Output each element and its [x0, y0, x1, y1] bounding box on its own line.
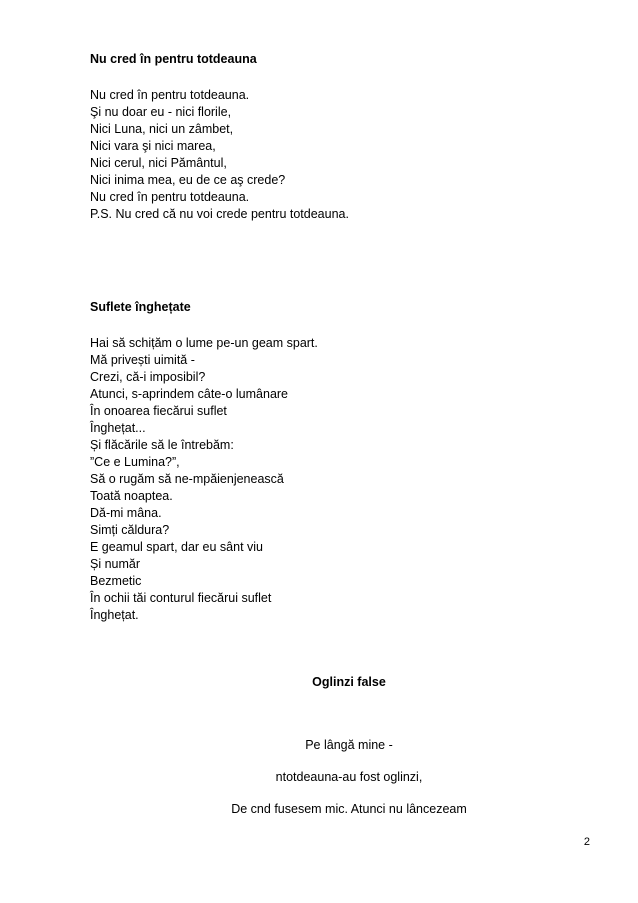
- poem-line: Nu cred în pentru totdeauna.: [90, 88, 250, 102]
- poem-title: Nu cred în pentru totdeauna: [90, 52, 257, 66]
- page-number: 2: [583, 836, 590, 848]
- poem-title: Oglinzi false: [312, 675, 386, 689]
- poem-line: Mă privești uimită -: [90, 353, 195, 367]
- poem-line: Nu cred în pentru totdeauna.: [90, 190, 250, 204]
- poem-body: [90, 335, 318, 624]
- poem-line: Și flăcările să le întrebăm:: [90, 438, 234, 452]
- poem-line: E geamul spart, dar eu sânt viu: [90, 540, 264, 554]
- poem-body: [90, 87, 349, 223]
- poem-line: Toată noaptea.: [90, 489, 173, 503]
- poem-line: Nici inima mea, eu de ce aş crede?: [90, 173, 286, 187]
- poem-line: Și număr: [90, 557, 141, 571]
- poem-line: Nici Luna, nici un zâmbet,: [90, 122, 234, 136]
- poem-line: În onoarea fiecărui suflet: [90, 404, 227, 418]
- poem-line: Dă-mi mâna.: [90, 506, 162, 520]
- poem-line: ”Ce e Lumina?”,: [90, 455, 180, 469]
- poem-line: Să o rugăm să ne-mpăienjenească: [90, 472, 284, 486]
- poem-line: Atunci, s-aprindem câte-o lumânare: [90, 387, 289, 401]
- poem-line: Nici vara şi nici marea,: [90, 139, 216, 153]
- poem-line: În ochii tăi conturul fiecărui suflet: [90, 591, 272, 605]
- poem-line: ntotdeauna-au fost oglinzi,: [275, 770, 423, 784]
- poem-line: Şi nu doar eu - nici florile,: [90, 105, 232, 119]
- poem-line: Nici cerul, nici Pământul,: [90, 156, 227, 170]
- poem-line: De cnd fusesem mic. Atunci nu lâncezeam: [231, 802, 467, 816]
- poem-line: Bezmetic: [90, 574, 142, 588]
- poem-line: Înghețat.: [90, 608, 139, 622]
- poem-line: Simți căldura?: [90, 523, 170, 537]
- poem-line: Crezi, că-i imposibil?: [90, 370, 206, 384]
- poem-line: P.S. Nu cred că nu voi crede pentru totdeauna.: [90, 207, 349, 221]
- poem-line: Pe lângă mine -: [305, 738, 393, 752]
- poem-line: Hai să schițăm o lume pe-un geam spart.: [90, 336, 318, 350]
- poem-title: Suflete înghețate: [90, 300, 191, 314]
- poem-line: Înghețat...: [90, 421, 146, 435]
